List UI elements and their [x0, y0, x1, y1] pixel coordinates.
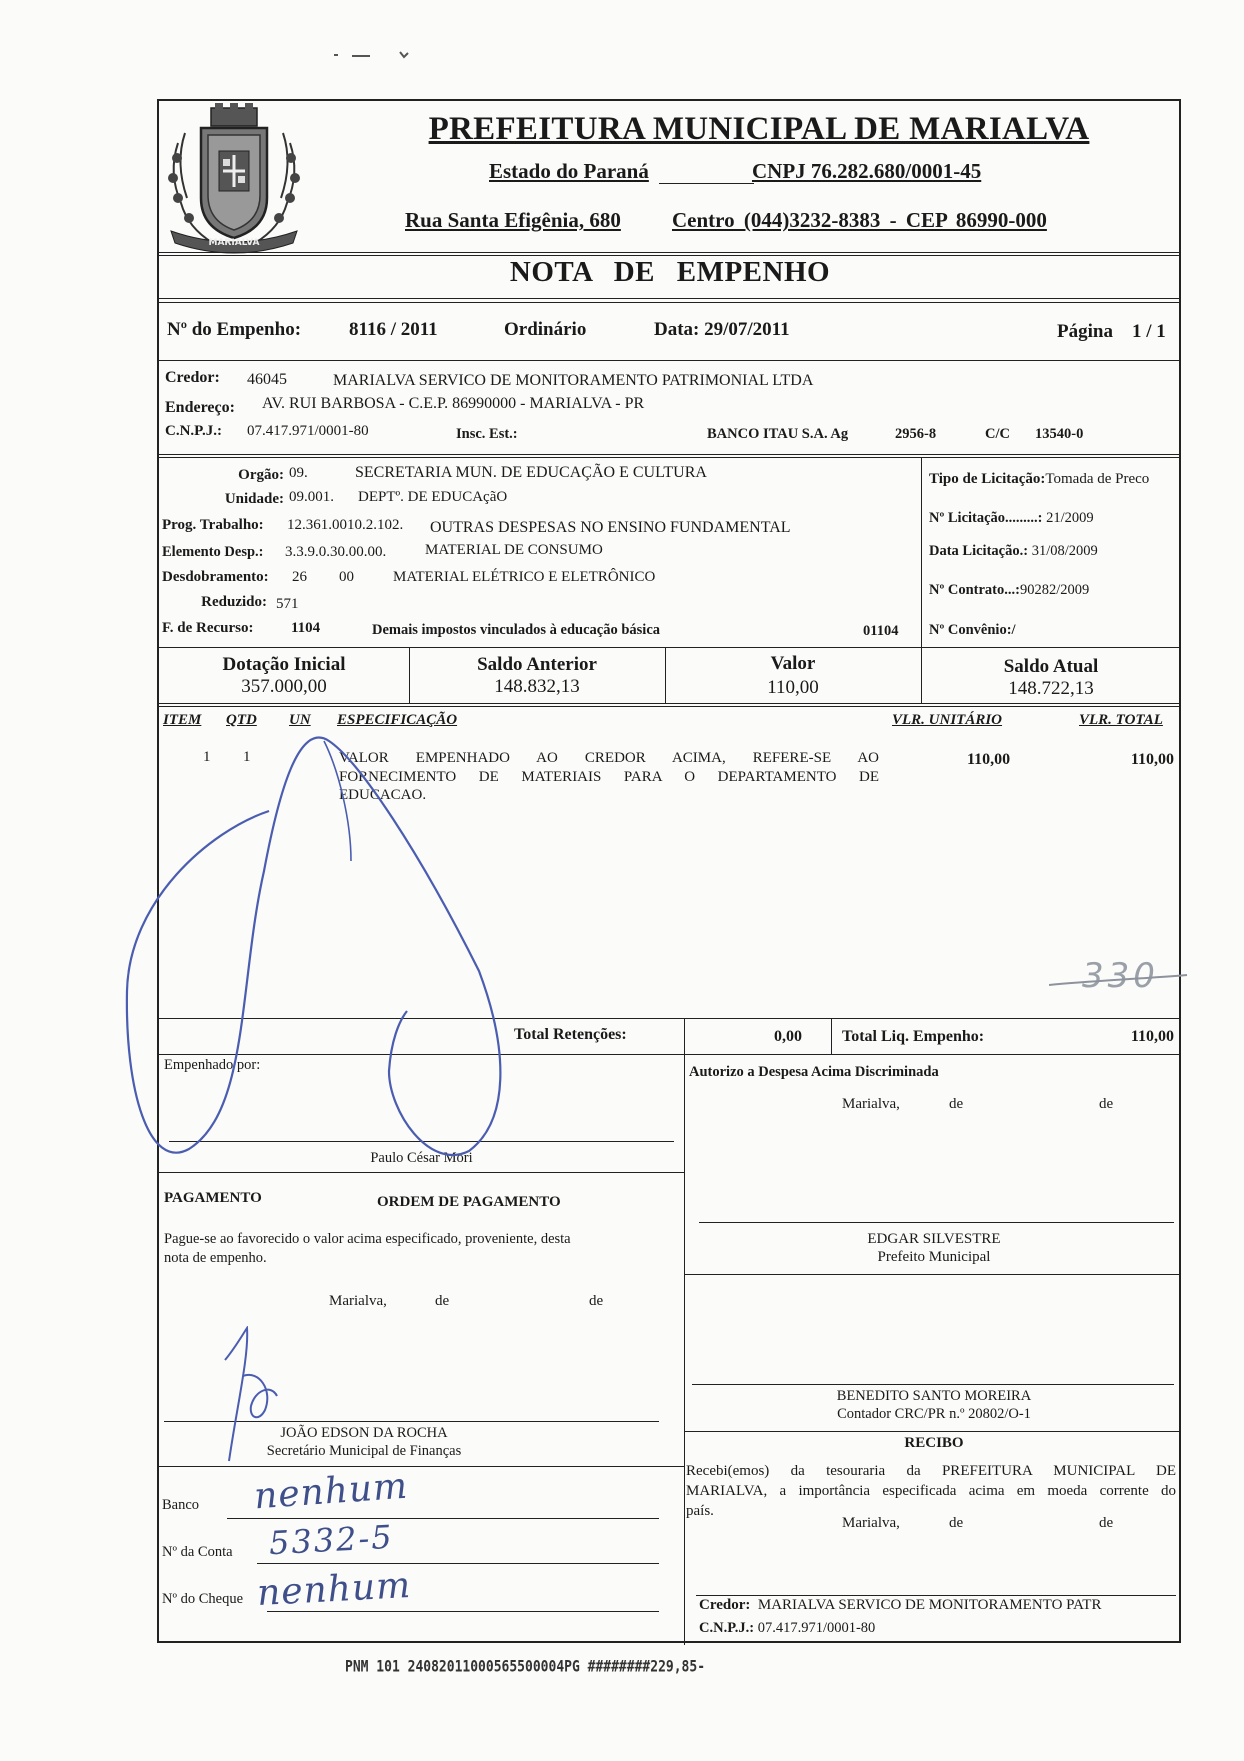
cc-label: C/C: [985, 426, 1010, 442]
pagamento-text-line1: Pague-se ao favorecido o valor acima especificado, proveniente, desta: [164, 1231, 571, 1247]
recibo-text-line1: Recebi(emos) da tesouraria da PREFEITURA MUNICIPAL DE: [686, 1463, 1176, 1479]
item-espec-line3: EDUCACAO.: [339, 787, 427, 803]
pagamento-text-line2: nota de empenho.: [164, 1250, 267, 1266]
elemento-label: Elemento Desp.:: [162, 544, 264, 560]
orgao-label: Orgão:: [238, 467, 284, 483]
col-qtd: QTD: [226, 712, 257, 728]
orgao-name: SECRETARIA MUN. DE EDUCAÇÃO E CULTURA: [355, 464, 707, 481]
recibo-text-line3: país.: [686, 1503, 714, 1519]
item-qtd: 1: [243, 749, 251, 765]
recurso-label: F. de Recurso:: [162, 620, 254, 636]
total-retencoes-value: 0,00: [774, 1028, 802, 1045]
cnpj-label: C.N.P.J.:: [165, 423, 222, 439]
pagamento-label: PAGAMENTO: [164, 1190, 262, 1206]
secretario-name: JOÃO EDSON DA ROCHA: [280, 1425, 448, 1441]
credor-label: Credor:: [165, 369, 220, 386]
footer-code: PNM 101 24082011000565500004PG ########229,85-: [345, 1658, 706, 1677]
insc-label: Insc. Est.:: [456, 426, 518, 442]
recibo-city: Marialva,: [842, 1515, 900, 1531]
header-address2: Centro (044)3232-8383 - CEP 86990-000: [672, 208, 1047, 232]
item-number: 1: [203, 749, 211, 765]
col-un: UN: [289, 712, 311, 728]
empenho-number: 8116 / 2011: [349, 319, 438, 340]
cheque-field-value: nenhum: [256, 1564, 413, 1615]
dotacao-inicial-value: 357.000,00: [241, 676, 327, 697]
unidade-name: DEPTº. DE EDUCAçãO: [358, 489, 508, 505]
empenho-type: Ordinário: [504, 319, 587, 340]
licitacao-tipo: Tipo de Licitação:Tomada de Preco: [929, 471, 1150, 487]
recibo-text-line2: MARIALVA, a importância especificada acima em moeda corrente do: [686, 1483, 1176, 1499]
col-vlr-total: VLR. TOTAL: [1079, 712, 1163, 728]
desdobramento-name: MATERIAL ELÉTRICO E ELETRÔNICO: [393, 569, 656, 585]
svg-text:MARIALVA: MARIALVA: [208, 238, 260, 248]
autorizo-de1: de: [949, 1096, 964, 1112]
orgao-code: 09.: [289, 465, 308, 481]
header-title: PREFEITURA MUNICIPAL DE MARIALVA: [428, 111, 1090, 147]
item-espec-line2: FORNECIMENTO DE MATERIAIS PARA O DEPARTAMENTO DE: [339, 769, 879, 785]
pagamento-de2: de: [589, 1293, 604, 1309]
reduzido-label: Reduzido:: [201, 594, 267, 610]
conta-field-value: 5332-5: [268, 1517, 395, 1563]
licitacao-contrato: Nº Contrato...:90282/2009: [929, 582, 1090, 598]
total-liq-value: 110,00: [1130, 1028, 1174, 1045]
agencia: 2956-8: [895, 426, 937, 442]
empenhado-label: Empenhado por:: [164, 1057, 261, 1073]
reduzido-value: 571: [276, 596, 299, 612]
nota-de-empenho-document: [157, 99, 1181, 1643]
empenho-label: Nº do Empenho:: [167, 319, 302, 340]
header-address: Rua Santa Efigênia, 680: [405, 208, 621, 232]
banco-name: BANCO ITAU S.A. Ag: [707, 426, 849, 442]
endereco-label: Endereço:: [165, 399, 235, 416]
prefeito-name: EDGAR SILVESTRE: [867, 1231, 1001, 1247]
recibo-label: RECIBO: [904, 1435, 964, 1451]
dotacao-inicial-label: Dotação Inicial: [222, 654, 346, 675]
desdobramento-sub: 00: [339, 569, 354, 585]
contador-name: BENEDITO SANTO MOREIRA: [836, 1388, 1032, 1404]
banco-field-label: Banco: [162, 1497, 200, 1513]
saldo-atual-label: Saldo Atual: [1003, 656, 1099, 677]
licitacao-convenio: Nº Convênio:/: [929, 622, 1016, 638]
saldo-anterior-label: Saldo Anterior: [477, 654, 597, 675]
autorizo-label: Autorizo a Despesa Acima Discriminada: [689, 1064, 939, 1080]
contador-role: Contador CRC/PR n.º 20802/O-1: [837, 1406, 1031, 1422]
unidade-code: 09.001.: [289, 489, 334, 505]
autorizo-city: Marialva,: [842, 1096, 900, 1112]
endereco-value: AV. RUI BARBOSA - C.E.P. 86990000 - MARIALVA - PR: [262, 395, 645, 412]
autorizo-de2: de: [1099, 1096, 1114, 1112]
header-underline-gap: [659, 183, 754, 184]
scan-mark: [330, 46, 412, 56]
desdobramento-code: 26: [292, 569, 307, 585]
empenhado-name: Paulo César Mori: [370, 1150, 473, 1166]
total-liq-label: Total Liq. Empenho:: [842, 1028, 985, 1045]
recurso-num: 01104: [863, 623, 899, 639]
saldo-atual-value: 148.722,13: [1008, 678, 1094, 699]
credor-code: 46045: [247, 371, 287, 388]
desdobramento-label: Desdobramento:: [162, 569, 269, 585]
item-vlr-unitario: 110,00: [967, 751, 1011, 768]
unidade-label: Unidade:: [224, 491, 284, 507]
document-title: NOTA DE EMPENHO: [509, 256, 831, 288]
col-item: ITEM: [163, 712, 202, 728]
recurso-code: 1104: [291, 620, 321, 636]
col-especificacao: ESPECIFICAÇÃO: [337, 712, 458, 728]
licitacao-num: Nº Licitação.........: 21/2009: [929, 510, 1094, 526]
cnpj-value: 07.417.971/0001-80: [247, 423, 369, 439]
coat-of-arms-logo: [163, 103, 305, 255]
credor-name: MARIALVA SERVICO DE MONITORAMENTO PATRIMONIAL LTDA: [333, 372, 814, 389]
valor-value: 110,00: [767, 677, 819, 698]
conta-field-label: Nº da Conta: [162, 1544, 233, 1560]
ordem-pagamento-label: ORDEM DE PAGAMENTO: [377, 1194, 561, 1210]
banco-field-value: nenhum: [252, 1465, 410, 1518]
recibo-de1: de: [949, 1515, 964, 1531]
recibo-cnpj: C.N.P.J.: 07.417.971/0001-80: [699, 1620, 876, 1636]
page-label: Página: [1057, 321, 1113, 342]
prefeito-role: Prefeito Municipal: [877, 1249, 991, 1265]
cc-value: 13540-0: [1035, 426, 1084, 442]
header-cnpj: CNPJ 76.282.680/0001-45: [752, 159, 982, 183]
handwritten-note: 330: [1082, 956, 1159, 996]
cheque-field-label: Nº do Cheque: [162, 1591, 244, 1607]
licitacao-data: Data Licitação.: 31/08/2009: [929, 543, 1098, 559]
col-vlr-unitario: VLR. UNITÁRIO: [892, 712, 1003, 728]
recibo-credor: Credor: MARIALVA SERVICO DE MONITORAMENTO PATR: [699, 1597, 1102, 1613]
elemento-name: MATERIAL DE CONSUMO: [425, 542, 603, 558]
pagamento-city: Marialva,: [329, 1293, 387, 1309]
empenho-date: Data: 29/07/2011: [654, 319, 790, 340]
item-vlr-total: 110,00: [1130, 751, 1174, 768]
recibo-de2: de: [1099, 1515, 1114, 1531]
prog-label: Prog. Trabalho:: [162, 517, 264, 533]
recurso-name: Demais impostos vinculados à educação básica: [372, 622, 661, 638]
total-retencoes-label: Total Retenções:: [514, 1026, 627, 1043]
secretario-role: Secretário Municipal de Finanças: [266, 1443, 462, 1459]
saldo-anterior-value: 148.832,13: [494, 676, 580, 697]
elemento-code: 3.3.9.0.30.00.00.: [285, 544, 387, 560]
valor-label: Valor: [770, 653, 816, 674]
header-state: Estado do Paraná: [489, 159, 649, 183]
prog-code: 12.361.0010.2.102.: [287, 517, 404, 533]
page-number: 1 / 1: [1132, 321, 1166, 342]
prog-name: OUTRAS DESPESAS NO ENSINO FUNDAMENTAL: [430, 519, 791, 536]
pagamento-de1: de: [435, 1293, 450, 1309]
item-espec-line1: VALOR EMPENHADO AO CREDOR ACIMA, REFERE-SE AO: [339, 750, 879, 766]
